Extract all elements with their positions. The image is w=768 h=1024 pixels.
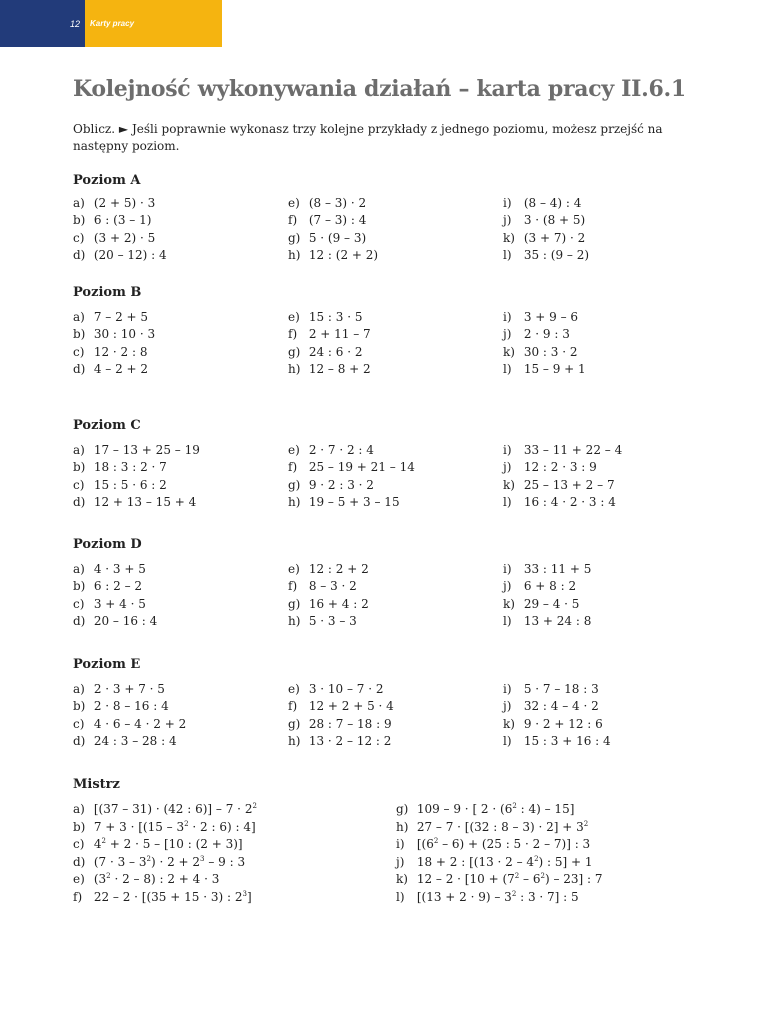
section-label: Karty pracy xyxy=(85,0,222,47)
exercise-expression: 12 + 2 + 5 · 4 xyxy=(308,699,394,714)
exercise-label: b) xyxy=(73,819,86,834)
exercise-expression: 13 · 2 – 12 : 2 xyxy=(308,734,392,749)
exercise-expression: 9 · 2 : 3 · 2 xyxy=(308,477,374,492)
exercise-item xyxy=(288,231,366,245)
exercise-item xyxy=(503,231,585,245)
exercise-label: g) xyxy=(288,596,301,611)
exercise-item xyxy=(288,248,378,262)
exercise-item xyxy=(288,310,362,324)
exercise-label: a) xyxy=(73,682,85,696)
exercise-item xyxy=(503,443,622,457)
exercise-item xyxy=(288,362,371,376)
exercise-expression: 30 : 10 · 3 xyxy=(93,327,156,342)
exercise-label: j) xyxy=(503,579,512,594)
exercise-expression: (3 + 7) · 2 xyxy=(523,230,586,245)
exercise-label: b) xyxy=(73,213,86,228)
exercise-expression: 28 : 7 – 18 : 9 xyxy=(308,716,392,731)
master-exercise-item xyxy=(73,802,257,816)
master-exercise-item xyxy=(73,890,252,904)
exercise-expression: 20 – 16 : 4 xyxy=(93,614,158,629)
level-heading: Poziom B xyxy=(73,285,142,300)
exercise-expression: 5 · 7 – 18 : 3 xyxy=(523,682,599,696)
exercise-expression: 15 : 3 · 5 xyxy=(308,310,363,324)
exercise-expression: (7 – 3) : 4 xyxy=(308,213,367,228)
exercise-label: j) xyxy=(503,213,512,228)
exercise-expression: 3 + 4 · 5 xyxy=(93,596,146,611)
exercise-item xyxy=(73,597,146,611)
exercise-item xyxy=(503,310,578,324)
exercise-label: e) xyxy=(288,196,300,210)
exercise-item xyxy=(288,345,362,359)
exercise-expression: 3 · 10 – 7 · 2 xyxy=(308,682,384,696)
exercise-label: c) xyxy=(73,230,85,245)
exercise-label: i) xyxy=(503,682,512,696)
exercise-item xyxy=(73,196,155,210)
exercise-item xyxy=(503,682,599,696)
exercise-expression: 22 – 2 · [(35 + 15 · 3) : $2^3$] xyxy=(93,890,252,904)
exercise-label: e) xyxy=(288,443,300,457)
exercise-expression: 12 : 2 · 3 : 9 xyxy=(523,460,597,475)
exercise-label: c) xyxy=(73,716,85,731)
exercise-item xyxy=(503,614,591,628)
master-exercise-item xyxy=(396,890,579,904)
exercise-label: i) xyxy=(503,196,512,210)
exercise-item xyxy=(288,734,391,748)
instruction-text: Jeśli poprawnie wykonasz trzy kolejne przykłady z jednego poziomu, możesz przejść na następny poziom. xyxy=(73,122,663,153)
master-exercise-item xyxy=(73,837,243,851)
exercise-expression: $7 + 3 \cdot [(15 - 3^2 \cdot 2$ : 6) : 4] xyxy=(93,819,256,834)
exercise-label: f) xyxy=(288,699,298,714)
header-band xyxy=(0,0,222,47)
exercise-expression: 5 · 3 – 3 xyxy=(308,614,357,629)
exercise-item xyxy=(503,699,599,713)
exercise-label: e) xyxy=(288,682,300,696)
exercise-expression: (20 – 12) : 4 xyxy=(93,248,167,263)
master-exercise-item xyxy=(396,872,603,886)
exercise-label: h) xyxy=(288,362,301,377)
exercise-item xyxy=(73,699,169,713)
exercise-label: h) xyxy=(288,248,301,263)
exercise-expression: (8 – 4) : 4 xyxy=(523,196,582,210)
exercise-expression: 9 · 2 + 12 : 6 xyxy=(523,716,603,731)
exercise-item xyxy=(503,597,579,611)
exercise-item xyxy=(503,717,603,731)
exercise-expression: 15 – 9 + 1 xyxy=(523,362,586,377)
exercise-label: a) xyxy=(73,443,85,457)
exercise-label: h) xyxy=(288,495,301,510)
exercise-expression: $12 - 2 \cdot [10 + (7^2 - 6^2) - 23]$ : 7 xyxy=(416,872,603,887)
instruction xyxy=(73,121,693,155)
exercise-label: k) xyxy=(503,344,515,359)
exercise-expression: (2 + 5) · 3 xyxy=(93,196,156,210)
exercise-label: i) xyxy=(503,310,512,324)
exercise-label: f) xyxy=(288,327,298,342)
master-heading: Mistrz xyxy=(73,777,120,792)
exercise-expression: (3 + 2) · 5 xyxy=(93,230,156,245)
exercise-item xyxy=(288,614,357,628)
exercise-label: g) xyxy=(288,344,301,359)
triangle-right-icon: ► xyxy=(118,122,129,136)
exercise-label: d) xyxy=(73,614,86,629)
exercise-item xyxy=(73,478,167,492)
level-heading: Poziom E xyxy=(73,657,141,672)
exercise-label: a) xyxy=(73,802,85,816)
exercise-label: e) xyxy=(288,562,300,576)
exercise-expression: 24 : 6 · 2 xyxy=(308,344,363,359)
exercise-item xyxy=(503,362,586,376)
exercise-expression: 18 + 2 : [$(13 \cdot 2 - 4^2)$ : 5] + 1 xyxy=(416,854,593,869)
exercise-item xyxy=(288,562,369,576)
exercise-item xyxy=(288,682,384,696)
exercise-expression: 15 : 5 · 6 : 2 xyxy=(93,477,167,492)
exercise-label: g) xyxy=(288,477,301,492)
exercise-expression: 4 · 3 + 5 xyxy=(93,562,146,576)
exercise-label: b) xyxy=(73,460,86,475)
master-exercise-item xyxy=(396,855,593,869)
exercise-label: l) xyxy=(503,734,512,749)
exercise-label: l) xyxy=(503,248,512,263)
exercise-item xyxy=(503,460,597,474)
exercise-label: l) xyxy=(503,614,512,629)
exercise-label: d) xyxy=(73,362,86,377)
exercise-expression: 12 : 2 + 2 xyxy=(308,562,369,576)
exercise-expression: $(7 \cdot 3 - 3^2) \cdot 2 + 2^3 - 9$ : 3 xyxy=(93,854,246,869)
exercise-expression: 32 : 4 – 4 · 2 xyxy=(523,699,599,714)
exercise-label: g) xyxy=(396,802,409,816)
master-exercise-item xyxy=(396,802,574,816)
exercise-expression: 16 : 4 · 2 · 3 : 4 xyxy=(523,495,616,510)
exercise-label: j) xyxy=(503,327,512,342)
exercise-label: c) xyxy=(73,596,85,611)
exercise-expression: 4 – 2 + 2 xyxy=(93,362,149,377)
exercise-label: a) xyxy=(73,196,85,210)
exercise-label: k) xyxy=(396,872,408,887)
exercise-item xyxy=(73,231,155,245)
exercise-item xyxy=(73,345,147,359)
exercise-expression: 4 · 6 – 4 · 2 + 2 xyxy=(93,716,187,731)
exercise-expression: 12 + 13 – 15 + 4 xyxy=(93,495,197,510)
exercise-item xyxy=(288,327,371,341)
exercise-expression: 7 – 2 + 5 xyxy=(93,310,149,324)
exercise-expression: 3 + 9 – 6 xyxy=(523,310,579,324)
exercise-item xyxy=(503,478,615,492)
exercise-item xyxy=(73,734,177,748)
exercise-label: a) xyxy=(73,562,85,576)
exercise-label: f) xyxy=(288,460,298,475)
exercise-item xyxy=(73,310,148,324)
exercise-label: i) xyxy=(396,837,405,852)
level-heading: Poziom A xyxy=(73,173,141,188)
master-exercise-item xyxy=(396,820,588,834)
exercise-item xyxy=(73,495,196,509)
exercise-label: l) xyxy=(503,362,512,377)
exercise-label: h) xyxy=(288,734,301,749)
exercise-label: j) xyxy=(503,460,512,475)
exercise-item xyxy=(288,717,392,731)
exercise-expression: 2 · 7 · 2 : 4 xyxy=(308,443,374,457)
level-heading: Poziom C xyxy=(73,418,141,433)
exercise-item xyxy=(73,327,155,341)
exercise-label: c) xyxy=(73,477,85,492)
exercise-expression: 2 · 9 : 3 xyxy=(523,327,570,342)
exercise-expression: 12 : (2 + 2) xyxy=(308,248,379,263)
exercise-expression: 15 : 3 + 16 : 4 xyxy=(523,734,611,749)
exercise-expression: 12 · 2 : 8 xyxy=(93,344,148,359)
exercise-expression: 2 + 11 – 7 xyxy=(308,327,371,342)
instruction-lead: Oblicz. xyxy=(73,122,116,136)
exercise-expression: 8 – 3 · 2 xyxy=(308,579,357,594)
master-exercise-item xyxy=(73,855,245,869)
exercise-expression: 16 + 4 : 2 xyxy=(308,596,369,611)
exercise-item xyxy=(288,495,400,509)
exercise-item xyxy=(503,562,591,576)
exercise-label: k) xyxy=(503,716,515,731)
exercise-expression: 2 · 8 – 16 : 4 xyxy=(93,699,169,714)
exercise-expression: [$(6^2 - 6) + (25$ : 5 · 2 – 7)] : 3 xyxy=(416,837,591,852)
exercise-expression: 35 : (9 – 2) xyxy=(523,248,590,263)
exercise-item xyxy=(503,196,581,210)
exercise-item xyxy=(288,597,369,611)
exercise-item xyxy=(503,579,576,593)
exercise-expression: 18 : 3 : 2 · 7 xyxy=(93,460,167,475)
exercise-label: f) xyxy=(288,213,298,228)
exercise-expression: $(3^2 \cdot 2 - 8)$ : 2 + 4 · 3 xyxy=(93,872,220,887)
exercise-label: d) xyxy=(73,734,86,749)
exercise-expression: 24 : 3 – 28 : 4 xyxy=(93,734,177,749)
exercise-label: h) xyxy=(396,819,409,834)
exercise-item xyxy=(503,327,570,341)
exercise-item xyxy=(288,196,366,210)
exercise-label: h) xyxy=(288,614,301,629)
exercise-expression: 12 – 8 + 2 xyxy=(308,362,371,377)
exercise-item xyxy=(503,734,611,748)
exercise-label: k) xyxy=(503,477,515,492)
exercise-label: b) xyxy=(73,579,86,594)
exercise-expression: 6 : (3 – 1) xyxy=(93,213,152,228)
exercise-item xyxy=(503,495,616,509)
exercise-item xyxy=(73,248,167,262)
exercise-item xyxy=(73,443,200,457)
page-number: 12 xyxy=(0,0,85,47)
exercise-expression: 109 – 9 · [ $2 \cdot (6^2$ : 4) – 15] xyxy=(416,802,575,816)
exercise-item xyxy=(73,460,167,474)
exercise-expression: 6 + 8 : 2 xyxy=(523,579,577,594)
exercise-item xyxy=(288,699,394,713)
exercise-label: k) xyxy=(503,230,515,245)
exercise-label: b) xyxy=(73,327,86,342)
exercise-item xyxy=(503,345,577,359)
exercise-item xyxy=(73,579,142,593)
exercise-item xyxy=(288,460,415,474)
exercise-label: c) xyxy=(73,344,85,359)
exercise-item xyxy=(73,213,151,227)
exercise-expression: 6 : 2 – 2 xyxy=(93,579,143,594)
exercise-expression: (8 – 3) · 2 xyxy=(308,196,367,210)
exercise-label: j) xyxy=(503,699,512,714)
master-exercise-item xyxy=(396,837,590,851)
exercise-label: e) xyxy=(288,310,300,324)
exercise-item xyxy=(73,717,186,731)
exercise-label: f) xyxy=(73,890,83,904)
master-exercise-item xyxy=(73,820,256,834)
exercise-label: l) xyxy=(396,890,405,904)
exercise-label: i) xyxy=(503,562,512,576)
master-exercise-item xyxy=(73,872,219,886)
exercise-item xyxy=(73,362,148,376)
worksheet-title: Kolejność wykonywania działań – karta pracy II.6.1 xyxy=(73,76,686,102)
exercise-expression: 33 : 11 + 5 xyxy=(523,562,592,576)
exercise-label: e) xyxy=(73,872,85,887)
exercise-item xyxy=(288,443,374,457)
exercise-label: i) xyxy=(503,443,512,457)
exercise-item xyxy=(503,213,585,227)
exercise-item xyxy=(73,562,146,576)
exercise-expression: $4^2 + 2 \cdot 5 - [10$ : (2 + 3)] xyxy=(93,837,243,852)
exercise-label: k) xyxy=(503,596,515,611)
exercise-expression: 29 – 4 · 5 xyxy=(523,596,580,611)
level-heading: Poziom D xyxy=(73,537,142,552)
exercise-expression: [(37 – 31) · (42 : $6)] - 7 \cdot 2^2$ xyxy=(93,802,257,816)
exercise-expression: 25 – 19 + 21 – 14 xyxy=(308,460,415,475)
exercise-label: d) xyxy=(73,495,86,510)
exercise-label: c) xyxy=(73,837,85,852)
exercise-label: b) xyxy=(73,699,86,714)
exercise-item xyxy=(288,213,366,227)
exercise-expression: [$(13 + 2 \cdot 9) - 3^2$ : 3 · 7] : 5 xyxy=(416,890,579,904)
exercise-expression: 19 – 5 + 3 – 15 xyxy=(308,495,400,510)
exercise-item xyxy=(288,478,374,492)
exercise-expression: 25 – 13 + 2 – 7 xyxy=(523,477,615,492)
exercise-label: f) xyxy=(288,579,298,594)
exercise-label: d) xyxy=(73,248,86,263)
exercise-expression: 30 : 3 · 2 xyxy=(523,344,578,359)
exercise-expression: 33 – 11 + 22 – 4 xyxy=(523,443,623,457)
exercise-item xyxy=(288,579,357,593)
exercise-expression: 5 · (9 – 3) xyxy=(308,230,367,245)
exercise-item xyxy=(73,614,157,628)
exercise-item xyxy=(503,248,589,262)
exercise-label: l) xyxy=(503,495,512,510)
exercise-label: j) xyxy=(396,854,405,869)
exercise-label: a) xyxy=(73,310,85,324)
exercise-label: g) xyxy=(288,230,301,245)
exercise-expression: 17 – 13 + 25 – 19 xyxy=(93,443,200,457)
exercise-label: d) xyxy=(73,854,86,869)
exercise-expression: 2 · 3 + 7 · 5 xyxy=(93,682,165,696)
exercise-expression: 27 – 7 · [(32 : $8 - 3) \cdot 2] + 3^2$ xyxy=(416,819,589,834)
exercise-item xyxy=(73,682,165,696)
exercise-label: g) xyxy=(288,716,301,731)
exercise-expression: 13 + 24 : 8 xyxy=(523,614,592,629)
exercise-expression: 3 · (8 + 5) xyxy=(523,213,586,228)
